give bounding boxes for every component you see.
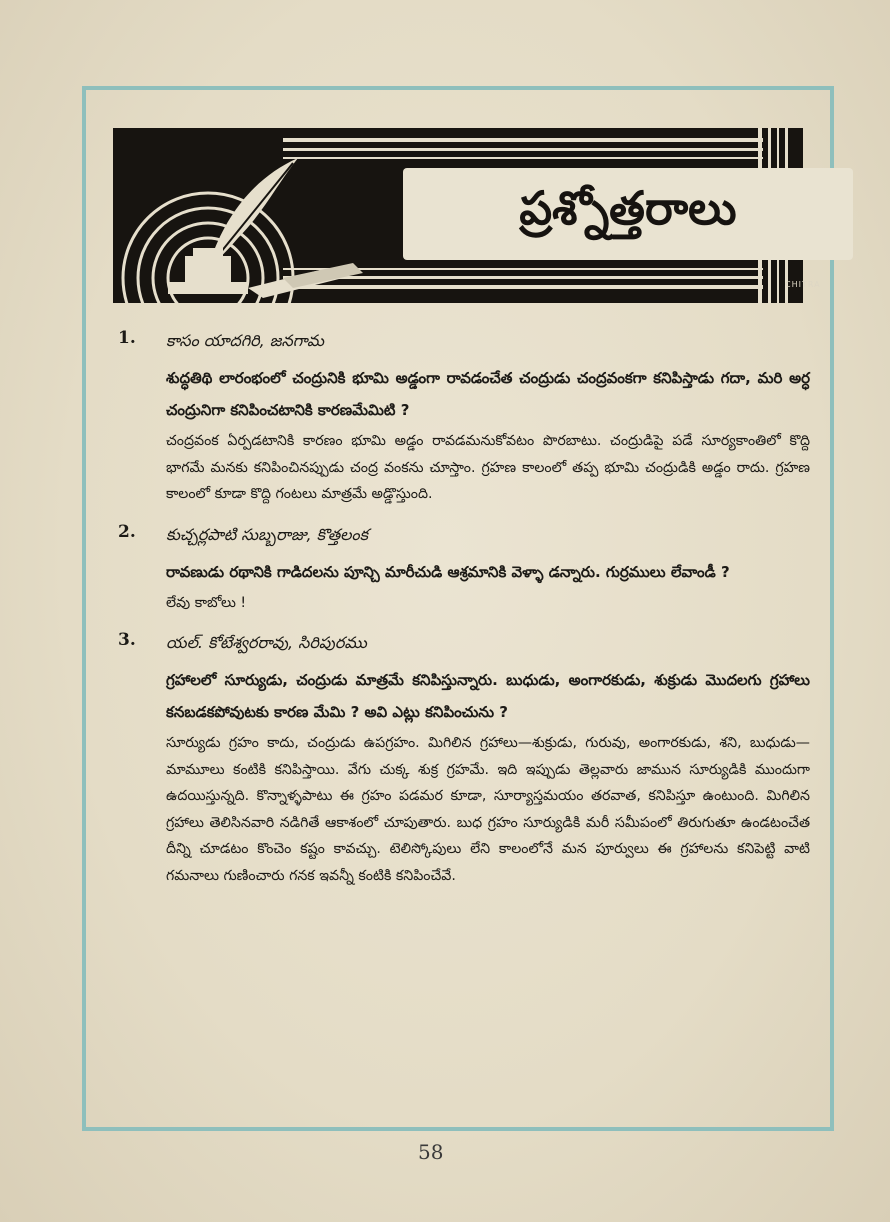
artist-signature: CHITRA — [785, 280, 821, 289]
qa-item — [118, 630, 810, 889]
asker-name: కాసం యాదగిరి, జనగామ — [166, 331, 324, 350]
answer-text: సూర్యుడు గ్రహం కాదు, చంద్రుడు ఉపగ్రహం. మిగిలిన గ్రహాలు—శుక్రుడు, గురువు, అంగారకుడు, శని, బుధుడు—మామూలు కంటికి కనిపిస్తాయి. వేగు చుక్క శుక్ర గ్రహమే. ఇది ఇప్పుడు తెల్లవారు జామున సూర్యుడికి ముందుగా ఉదయిస్తున్నది. కొన్నాళ్ళపాటు ఈ గ్రహం పడమర కూడా, సూర్యాస్తమయం తరవాత, కనిపిస్తూ ఉంటుంది. మిగిలిన గ్రహాలు తెలిసినవారి నడిగితే ఆకాశంలో చూపుతారు. బుధ గ్రహం సూర్యుడికి మరీ సమీపంలో తిరుగుతూ ఉండటంచేత దీన్ని చూడటం కొంచెం కష్టం కావచ్చు. టెలిస్కోపులు లేని కాలంలోనే మన పూర్వులు ఈ గ్రహాలను కనిపెట్టి వాటి గమనాలు గుణించారు గనక ఇవన్నీ కంటికి కనిపించేవే. — [166, 735, 810, 884]
header-banner — [113, 128, 821, 303]
answer-text: చంద్రవంక ఏర్పడటానికి కారణం భూమి అడ్డం రావడమనుకోవటం పొరబాటు. చంద్రుడిపై పడే సూర్యకాంతిలో కొద్ది భాగమే మనకు కనిపించినప్పుడు చంద్ర వంకను చూస్తాం. గ్రహణ కాలంలో తప్ప భూమి చంద్రుడికి అడ్డం రాదు. గ్రహణ కాలంలో కూడా కొద్ది గంటలు మాత్రమే అడ్డొస్తుంది. — [166, 433, 810, 502]
page-number: 58 — [418, 1140, 444, 1164]
asker-name: యల్. కోటేశ్వరరావు, సిరిపురము — [166, 633, 367, 652]
question-number: 3. — [118, 630, 136, 650]
page-title: ప్రశ్నోత్తరాలు — [403, 168, 853, 260]
answer-text: లేవు కాబోలు ! — [166, 594, 247, 611]
question-text: శుద్ధతిథి లారంభంలో చంద్రునికి భూమి అడ్డంగా రావడంచేత చంద్రుడు చంద్రవంకగా కనిపిస్తాడు గదా, మరి అర్ధ చంద్రునిగా కనిపించటానికి కారణమేమిటి ? — [166, 369, 810, 419]
question-number: 2. — [118, 521, 136, 542]
qa-item — [118, 328, 810, 508]
qa-list — [118, 328, 810, 903]
question-text: గ్రహాలలో సూర్యుడు, చంద్రుడు మాత్రమే కనిపిస్తున్నారు. బుధుడు, అంగారకుడు, శుక్రుడు మొదలగు గ్రహాలు కనబడకపోవుటకు కారణ మేమి ? అవి ఎట్లు కనిపించును ? — [166, 671, 810, 721]
question-number: 1. — [118, 328, 136, 348]
asker-name: కుచ్చర్లపాటి సుబ్బరాజు, కొత్తలంక — [166, 524, 368, 544]
question-text: రావణుడు రథానికి గాడిదలను పూన్చి మారీచుడి ఆశ్రమానికి వెళ్ళా డన్నారు. గుర్రములు లేవాండీ ? — [166, 562, 730, 581]
qa-item — [118, 522, 810, 617]
